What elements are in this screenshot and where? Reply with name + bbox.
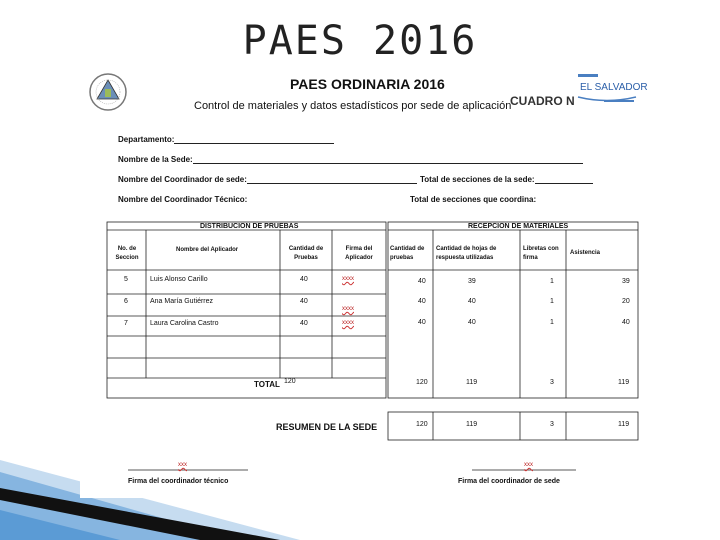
field-departamento-label: Departamento: (118, 135, 175, 144)
signature-left-label: Firma del coordinador técnico (128, 478, 229, 485)
signature-left-mark: xxx (178, 462, 187, 468)
form-subtitle: Control de materiales y datos estadísticos por sede de aplicación (194, 100, 512, 112)
row3-firma: xxxx (342, 320, 354, 326)
recepcion-title: RECEPCION DE MATERIALES (468, 223, 569, 230)
slide-title: PAES 2016 (242, 18, 478, 64)
row2-seccion: 6 (124, 298, 128, 305)
rec-row3-c1: 40 (418, 319, 426, 326)
header-firma-aplicador: Firma del Aplicador (345, 246, 373, 261)
total-label: TOTAL (254, 380, 280, 389)
rec-row3-c2: 40 (468, 319, 476, 326)
header-asistencia: Asistencia (570, 250, 601, 256)
resumen-c3: 3 (550, 421, 554, 428)
rec-total-c2: 119 (466, 379, 478, 386)
rec-row1-c3: 1 (550, 278, 554, 285)
field-coordinador-sede-label: Nombre del Coordinador de sede: (118, 175, 247, 184)
signature-right-label: Firma del coordinador de sede (458, 478, 560, 485)
rec-row2-c2: 40 (468, 298, 476, 305)
header-cantidad-pruebas: Cantidad de Pruebas (288, 246, 324, 261)
row2-firma: xxxx (342, 306, 354, 312)
field-sede-label: Nombre de la Sede: (118, 155, 193, 164)
distribucion-title: DISTRIBUCION DE PRUEBAS (200, 223, 299, 230)
header-libretas: Libretas con firma (523, 246, 559, 261)
header-nombre-aplicador: Nombre del Aplicador (176, 247, 239, 253)
row1-firma: xxxx (342, 276, 354, 282)
resumen-label: RESUMEN DE LA SEDE (276, 422, 378, 432)
form-document (80, 68, 648, 498)
signature-right-mark: xxx (524, 462, 533, 468)
row2-cantidad: 40 (300, 298, 308, 305)
rec-total-c1: 120 (416, 379, 428, 386)
rec-total-c3: 3 (550, 379, 554, 386)
resumen-c2: 119 (466, 421, 478, 428)
row3-seccion: 7 (124, 320, 128, 327)
field-coordinador-tecnico-label: Nombre del Coordinador Técnico: (118, 195, 248, 204)
header-hojas-respuesta: Cantidad de hojas de respuesta utilizadas (436, 246, 497, 261)
rec-row2-c3: 1 (550, 298, 554, 305)
rec-row1-c4: 39 (622, 278, 630, 285)
rec-row2-c4: 20 (622, 298, 630, 305)
logo-text: EL SALVADOR (580, 82, 648, 93)
row2-nombre: Ana María Gutiérrez (150, 298, 214, 305)
row1-seccion: 5 (124, 276, 128, 283)
rec-total-c4: 119 (618, 379, 630, 386)
form-title: PAES ORDINARIA 2016 (290, 76, 445, 92)
rec-row3-c4: 40 (622, 319, 630, 326)
field-total-secciones-label: Total de secciones de la sede: (420, 175, 535, 184)
rec-row2-c1: 40 (418, 298, 426, 305)
header-cantidad-de-pruebas: Cantidad de pruebas (390, 246, 425, 261)
resumen-c4: 119 (618, 421, 630, 428)
field-total-secciones-coord-label: Total de secciones que coordina: (410, 195, 537, 204)
cuadro-label: CUADRO N (510, 94, 575, 108)
row3-nombre: Laura Carolina Castro (150, 320, 219, 327)
table-grid (80, 68, 645, 498)
rec-row1-c2: 39 (468, 278, 476, 285)
rec-row3-c3: 1 (550, 319, 554, 326)
row1-nombre: Luis Alonso Carillo (150, 276, 208, 283)
row3-cantidad: 40 (300, 320, 308, 327)
resumen-c1: 120 (416, 421, 428, 428)
total-value: 120 (284, 378, 296, 385)
row1-cantidad: 40 (300, 276, 308, 283)
rec-row1-c1: 40 (418, 278, 426, 285)
header-seccion: No. de Seccion (115, 246, 139, 261)
